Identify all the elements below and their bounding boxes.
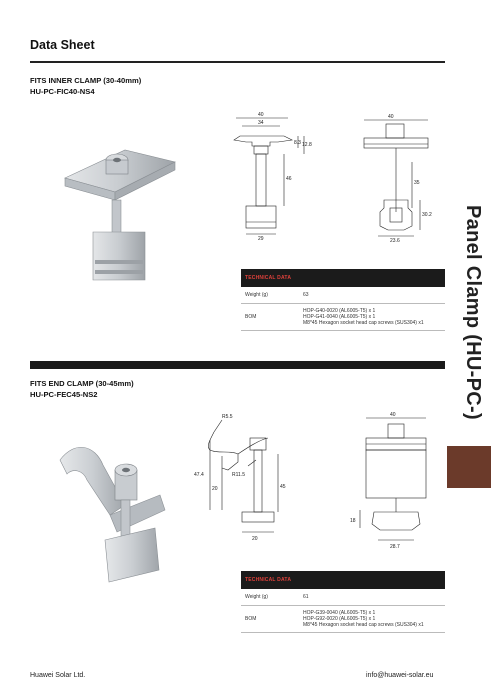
page-title: Data Sheet <box>30 38 95 52</box>
section-2-heading: FITS END CLAMP (30-45mm) <box>30 379 134 388</box>
bom-line: M8*45 Hexagon socket head cap screws (SUS304) x1 <box>303 320 424 327</box>
inner-clamp-side-drawing <box>358 112 438 247</box>
inner-tech-table <box>241 269 445 331</box>
bom-line: HOP-G40-0020 (AL6005-T5) x 1 <box>303 307 376 314</box>
table-row <box>241 304 445 331</box>
side-tab <box>446 205 486 445</box>
table-row <box>241 606 445 633</box>
end-side-dim-i: 28.7 <box>390 544 400 550</box>
inner-side-dim-j: 23.6 <box>390 238 400 244</box>
section-divider <box>30 361 445 369</box>
end-clamp-side-drawing <box>350 410 440 550</box>
inner-dim-d: 12.8 <box>302 142 312 148</box>
bom-label: BOM <box>245 616 257 622</box>
weight-label: Weight (g) <box>245 292 268 298</box>
section-2-model: HU-PC-FEC45-NS2 <box>30 390 98 399</box>
bom-label: BOM <box>245 314 257 320</box>
inner-side-dim-g: 40 <box>388 114 394 120</box>
bom-line: HOP-G41-0040 (AL6005-T5) x 1 <box>303 313 376 320</box>
footer-company: Huawei Solar Ltd. <box>30 672 86 679</box>
end-clamp-render <box>55 440 185 590</box>
inner-dim-c: 8.3 <box>294 140 301 146</box>
bom-list <box>303 308 445 327</box>
inner-dim-f: 29 <box>258 236 264 242</box>
inner-side-dim-i: 30.2 <box>422 212 432 218</box>
inner-clamp-front-drawing <box>228 112 312 247</box>
table-row <box>241 287 445 304</box>
inner-dim-a: 40 <box>258 112 264 118</box>
bom-line: M8*45 Hexagon socket head cap screws (SUS304) x1 <box>303 622 424 629</box>
end-dim-d: 20 <box>212 486 218 492</box>
end-dim-a: R5.5 <box>222 414 233 420</box>
weight-value: 61 <box>303 594 309 600</box>
inner-clamp-render <box>55 140 185 290</box>
end-dim-f: 20 <box>252 536 258 542</box>
tech-table-header: TECHNICAL DATA <box>241 571 445 589</box>
side-tab-accent <box>447 446 491 488</box>
weight-label: Weight (g) <box>245 594 268 600</box>
section-1-model: HU-PC-FIC40-NS4 <box>30 87 95 96</box>
side-tab-label: Panel Clamp (HU-PC-) <box>462 205 484 420</box>
inner-dim-b: 34 <box>258 120 264 126</box>
end-side-dim-g: 40 <box>390 412 396 418</box>
end-dim-b: R11.5 <box>232 472 245 478</box>
end-side-dim-h: 18 <box>350 518 356 524</box>
footer-email[interactable]: info@huawei-solar.eu <box>366 672 434 679</box>
end-dim-c: 47.4 <box>194 472 204 478</box>
end-tech-table <box>241 571 445 633</box>
table-row <box>241 589 445 606</box>
inner-side-dim-h: 35 <box>414 180 420 186</box>
tech-table-header: TECHNICAL DATA <box>241 269 445 287</box>
end-dim-e: 45 <box>280 484 286 490</box>
bom-list <box>303 610 445 629</box>
weight-value: 63 <box>303 292 309 298</box>
end-clamp-front-drawing <box>192 410 292 550</box>
section-1-heading: FITS INNER CLAMP (30-40mm) <box>30 76 142 85</box>
bom-line: HOP-G92-0020 (AL6005-T5) x 1 <box>303 615 376 622</box>
inner-dim-e: 46 <box>286 176 292 182</box>
title-divider <box>30 61 445 63</box>
bom-line: HOP-G39-0040 (AL6005-T5) x 1 <box>303 609 376 616</box>
